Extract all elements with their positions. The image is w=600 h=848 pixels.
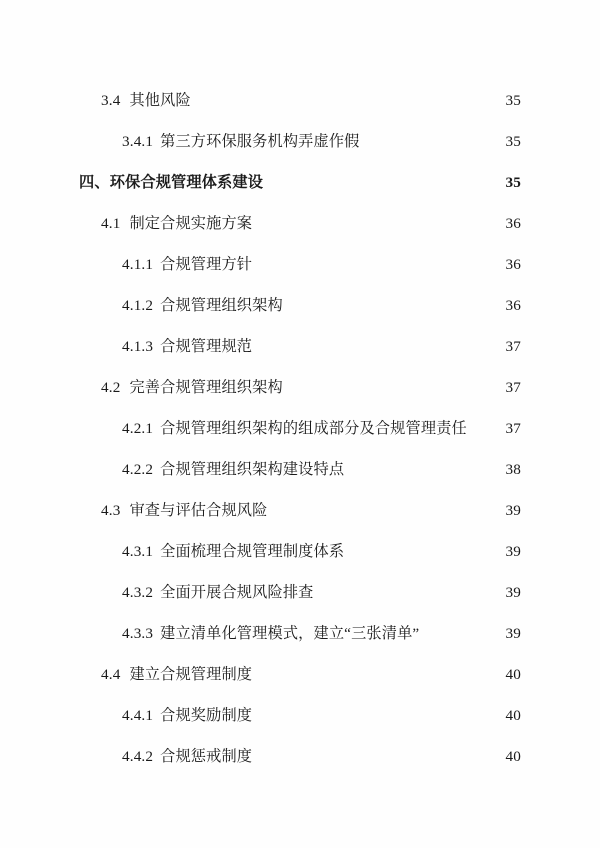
toc-entry-title: 合规管理组织架构的组成部分及合规管理责任 [160, 420, 467, 437]
toc-entry-page-number: 37 [505, 420, 521, 437]
toc-entry-page-number: 37 [505, 338, 521, 355]
toc-entry-page-number: 39 [505, 543, 521, 560]
toc-entry-number: 4.3.3 [122, 625, 154, 642]
toc-entry[interactable] [79, 408, 521, 449]
toc-entry-page-number: 38 [505, 461, 521, 478]
table-of-contents-list [79, 80, 521, 777]
toc-entry-number: 3.4 [101, 92, 121, 109]
toc-entry-page-number: 40 [505, 707, 521, 724]
toc-entry-number: 4.1.1 [122, 256, 154, 273]
toc-dot-leader [365, 131, 501, 146]
toc-entry-title: 制定合规实施方案 [129, 215, 253, 232]
toc-entry-title: 全面开展合规风险排查 [160, 584, 314, 601]
toc-entry-number: 4.2.1 [122, 420, 154, 437]
toc-entry[interactable] [79, 736, 521, 777]
toc-entry[interactable] [79, 531, 521, 572]
toc-entry-title: 完善合规管理组织架构 [129, 379, 283, 396]
toc-entry[interactable] [79, 367, 521, 408]
toc-entry-number: 4.1.3 [122, 338, 154, 355]
toc-entry[interactable] [79, 244, 521, 285]
toc-entry-page-number: 40 [505, 748, 521, 765]
toc-dot-leader [273, 500, 502, 515]
toc-entry-number: 四、 [79, 174, 110, 191]
toc-dot-leader [350, 459, 502, 474]
toc-entry-title: 环保合规管理体系建设 [109, 174, 264, 191]
toc-entry[interactable] [79, 121, 521, 162]
toc-entry-title: 合规管理方针 [160, 256, 253, 273]
toc-entry-page-number: 39 [505, 584, 521, 601]
toc-entry[interactable] [79, 490, 521, 531]
toc-entry-page-number: 39 [505, 502, 521, 519]
toc-entry[interactable] [79, 613, 521, 654]
toc-dot-leader [258, 336, 502, 351]
toc-entry-page-number: 35 [505, 92, 521, 109]
toc-dot-leader [269, 172, 502, 187]
toc-dot-leader [258, 746, 502, 761]
toc-entry-title: 合规管理规范 [160, 338, 253, 355]
toc-dot-leader [288, 295, 501, 310]
toc-entry-title: 建立合规管理制度 [129, 666, 253, 683]
toc-dot-leader [258, 254, 502, 269]
toc-entry[interactable] [79, 326, 521, 367]
toc-entry-page-number: 36 [505, 215, 521, 232]
toc-entry[interactable] [79, 449, 521, 490]
toc-dot-leader [420, 623, 502, 638]
toc-dot-leader [258, 705, 502, 720]
toc-dot-leader [319, 582, 502, 597]
toc-entry-title: 其他风险 [129, 92, 191, 109]
toc-entry-title: 第三方环保服务机构弄虚作假 [160, 133, 360, 150]
toc-entry-number: 4.2.2 [122, 461, 154, 478]
toc-entry[interactable] [79, 572, 521, 613]
toc-entry-title: 审查与评估合规风险 [129, 502, 268, 519]
toc-entry-title: 合规惩戒制度 [160, 748, 253, 765]
toc-entry[interactable] [79, 654, 521, 695]
toc-dot-leader [350, 541, 502, 556]
toc-entry[interactable] [79, 695, 521, 736]
toc-entry-number: 3.4.1 [122, 133, 154, 150]
toc-entry[interactable] [79, 162, 521, 203]
toc-entry-page-number: 36 [505, 297, 521, 314]
toc-entry-number: 4.3.1 [122, 543, 154, 560]
toc-entry-page-number: 40 [505, 666, 521, 683]
toc-entry-page-number: 35 [505, 133, 521, 150]
toc-entry-page-number: 36 [505, 256, 521, 273]
toc-dot-leader [191, 90, 501, 105]
toc-entry-title: 合规奖励制度 [160, 707, 253, 724]
toc-entry-number: 4.4 [101, 666, 121, 683]
toc-entry-number: 4.3 [101, 502, 121, 519]
toc-dot-leader [472, 418, 501, 433]
toc-dot-leader [258, 664, 502, 679]
toc-dot-leader [288, 377, 501, 392]
toc-entry-number: 4.1 [101, 215, 121, 232]
toc-entry-page-number: 35 [505, 174, 521, 191]
toc-entry-number: 4.4.1 [122, 707, 154, 724]
toc-entry-page-number: 37 [505, 379, 521, 396]
toc-entry-number: 4.2 [101, 379, 121, 396]
toc-dot-leader [258, 213, 502, 228]
toc-entry[interactable] [79, 285, 521, 326]
toc-entry-number: 4.1.2 [122, 297, 154, 314]
toc-entry[interactable] [79, 80, 521, 121]
toc-entry-title: 合规管理组织架构 [160, 297, 283, 314]
toc-entry-number: 4.4.2 [122, 748, 154, 765]
toc-entry-title: 建立清单化管理模式，建立“三张清单” [160, 625, 420, 642]
toc-entry-title: 全面梳理合规管理制度体系 [160, 543, 345, 560]
toc-entry-title: 合规管理组织架构建设特点 [160, 461, 345, 478]
toc-entry-number: 4.3.2 [122, 584, 154, 601]
toc-entry[interactable] [79, 203, 521, 244]
toc-entry-page-number: 39 [505, 625, 521, 642]
